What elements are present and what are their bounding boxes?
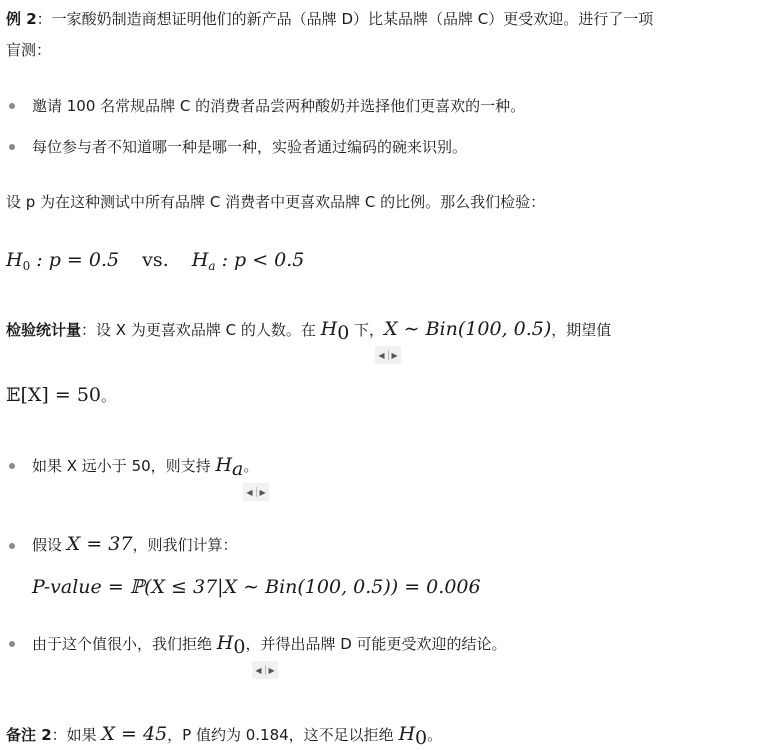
bullet-dot: [9, 641, 15, 647]
list-item: 邀请 100 名常规品牌 C 的消费者品尝两种酸奶并选择他们更喜欢的一种。: [32, 97, 526, 115]
scroll-arrows-icon[interactable]: ◀ ▶: [252, 661, 278, 679]
bullet-dot: [9, 144, 15, 150]
example-heading: 例 2：一家酸奶制造商想证明他们的新产品（品牌 D）比某品牌（品牌 C）更受欢迎。进行了一项: [6, 10, 654, 28]
bullet-dot: [9, 103, 15, 109]
list-item: 假设 X = 37，则我们计算：: [32, 533, 238, 555]
define-p: 设 p 为在这种测试中所有品牌 C 消费者中更喜欢品牌 C 的比例。那么我们检验：: [6, 193, 546, 211]
bullet-dot: [9, 463, 15, 469]
example-heading-line2: 盲测：: [6, 41, 52, 59]
example-label: 例 2: [6, 10, 37, 28]
test-statistic: 检验统计量：设 X 为更喜欢品牌 C 的人数。在 $H_0$ 下，X ∼ Bin(100, 0.5)，期望值: [6, 318, 612, 344]
list-item: 由于这个值很小，我们拒绝 $H_0$，并得出品牌 D 可能更受欢迎的结论。: [32, 632, 507, 658]
p-value-formula: P-value = ℙ(X ≤ 37|X ∼ Bin(100, 0.5)) = 0.006: [32, 576, 481, 598]
note: 备注 2：如果 X = 45，P 值约为 0.184，这不足以拒绝 $H_0$。: [6, 723, 443, 749]
bullet-dot: [9, 543, 15, 549]
test-stat-label: 检验统计量: [6, 321, 82, 339]
list-item: 如果 X 远小于 50，则支持 $H_a$。: [32, 454, 259, 480]
expectation: 𝔼[X] = 50。: [6, 384, 117, 406]
note-label: 备注 2: [6, 726, 52, 744]
scroll-arrows-icon[interactable]: ◀ ▶: [243, 483, 269, 501]
scroll-arrows-icon[interactable]: ◀ ▶: [375, 346, 401, 364]
list-item: 每位参与者不知道哪一种是哪一种，实验者通过编码的碗来识别。: [32, 138, 468, 156]
hypotheses: $H_0$ : p = 0.5 vs. $H_a$ : p < 0.5: [6, 249, 305, 274]
